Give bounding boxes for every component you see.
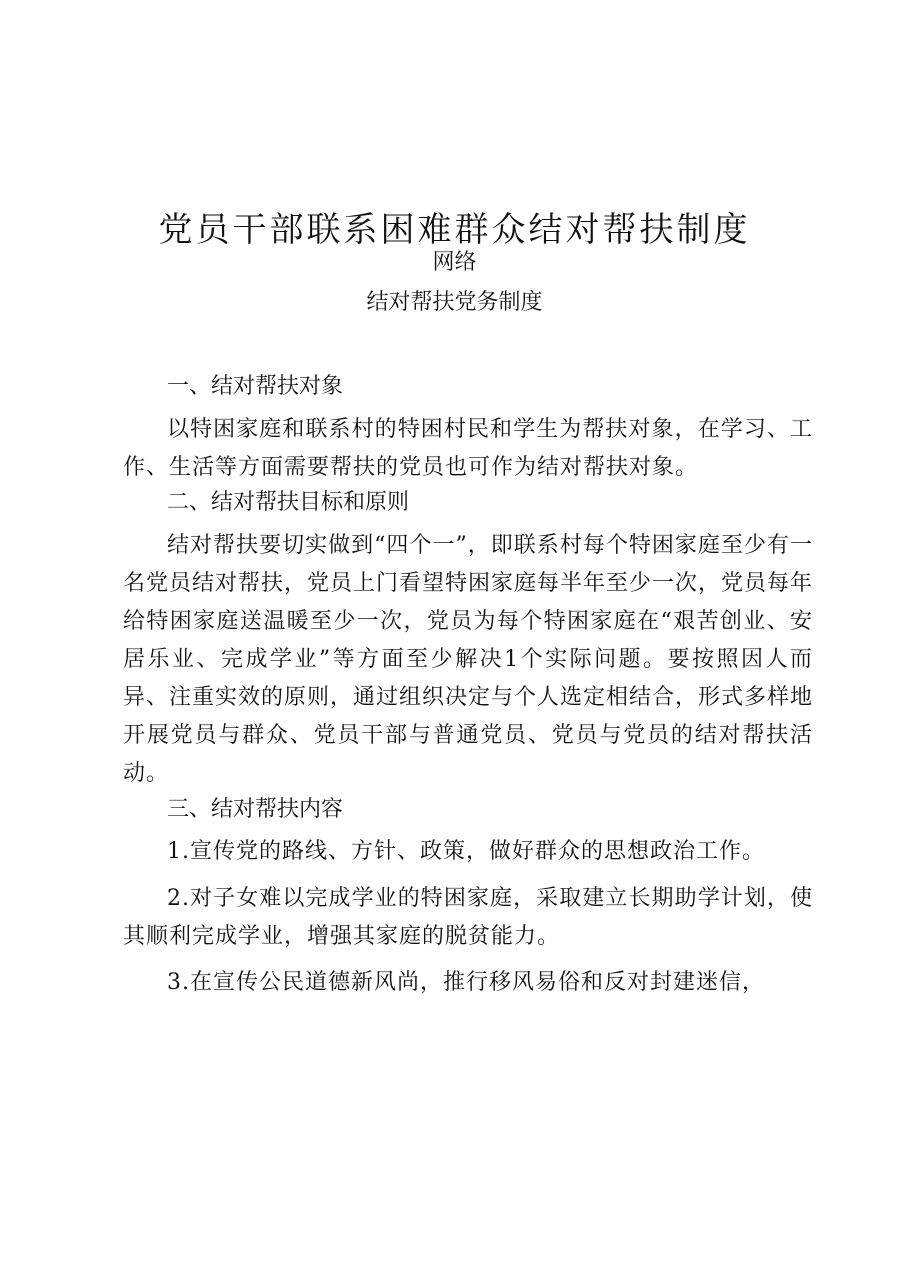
section3-item-1: 1.宣传党的路线、方针、政策，做好群众的思想政治工作。 [167, 839, 765, 864]
document-title: 党员干部联系困难群众结对帮扶制度 [158, 210, 751, 250]
section3-heading: 三、结对帮扶内容 [167, 797, 344, 822]
section2-paragraph: 结对帮扶要切实做到“四个一”，即联系村每个特困家庭至少有一名党员结对帮扶，党员上门看望特困家庭每半年至少一次，党员每年给特困家庭送温暖至少一次，党员为每个特困家庭在“艰苦创业、安居乐业、完成学业”等方面至少解决1个实际问题。要按照因人而异、注重实效的原则，通过组织决定与个人选定相结合，形式多样地开展党员与群众、党员干部与普通党员、党员与党员的结对帮扶活动。 [123, 533, 814, 786]
section3-item-2: 2.对子女难以完成学业的特困家庭，采取建立长期助学计划，使其顺利完成学业，增强其家庭的脱贫能力。 [123, 886, 813, 949]
section3-item-3: 3.在宣传公民道德新风尚，推行移风易俗和反对封建迷信， [167, 970, 765, 995]
section2-heading: 二、结对帮扶目标和原则 [167, 490, 410, 515]
section1-heading: 一、结对帮扶对象 [167, 374, 344, 399]
section1-paragraph: 以特困家庭和联系村的特困村民和学生为帮扶对象，在学习、工作、生活等方面需要帮扶的党员也可作为结对帮扶对象。 [123, 417, 813, 480]
document-subtitle: 网络 [432, 250, 477, 275]
document-subsubtitle: 结对帮扶党务制度 [366, 290, 543, 315]
